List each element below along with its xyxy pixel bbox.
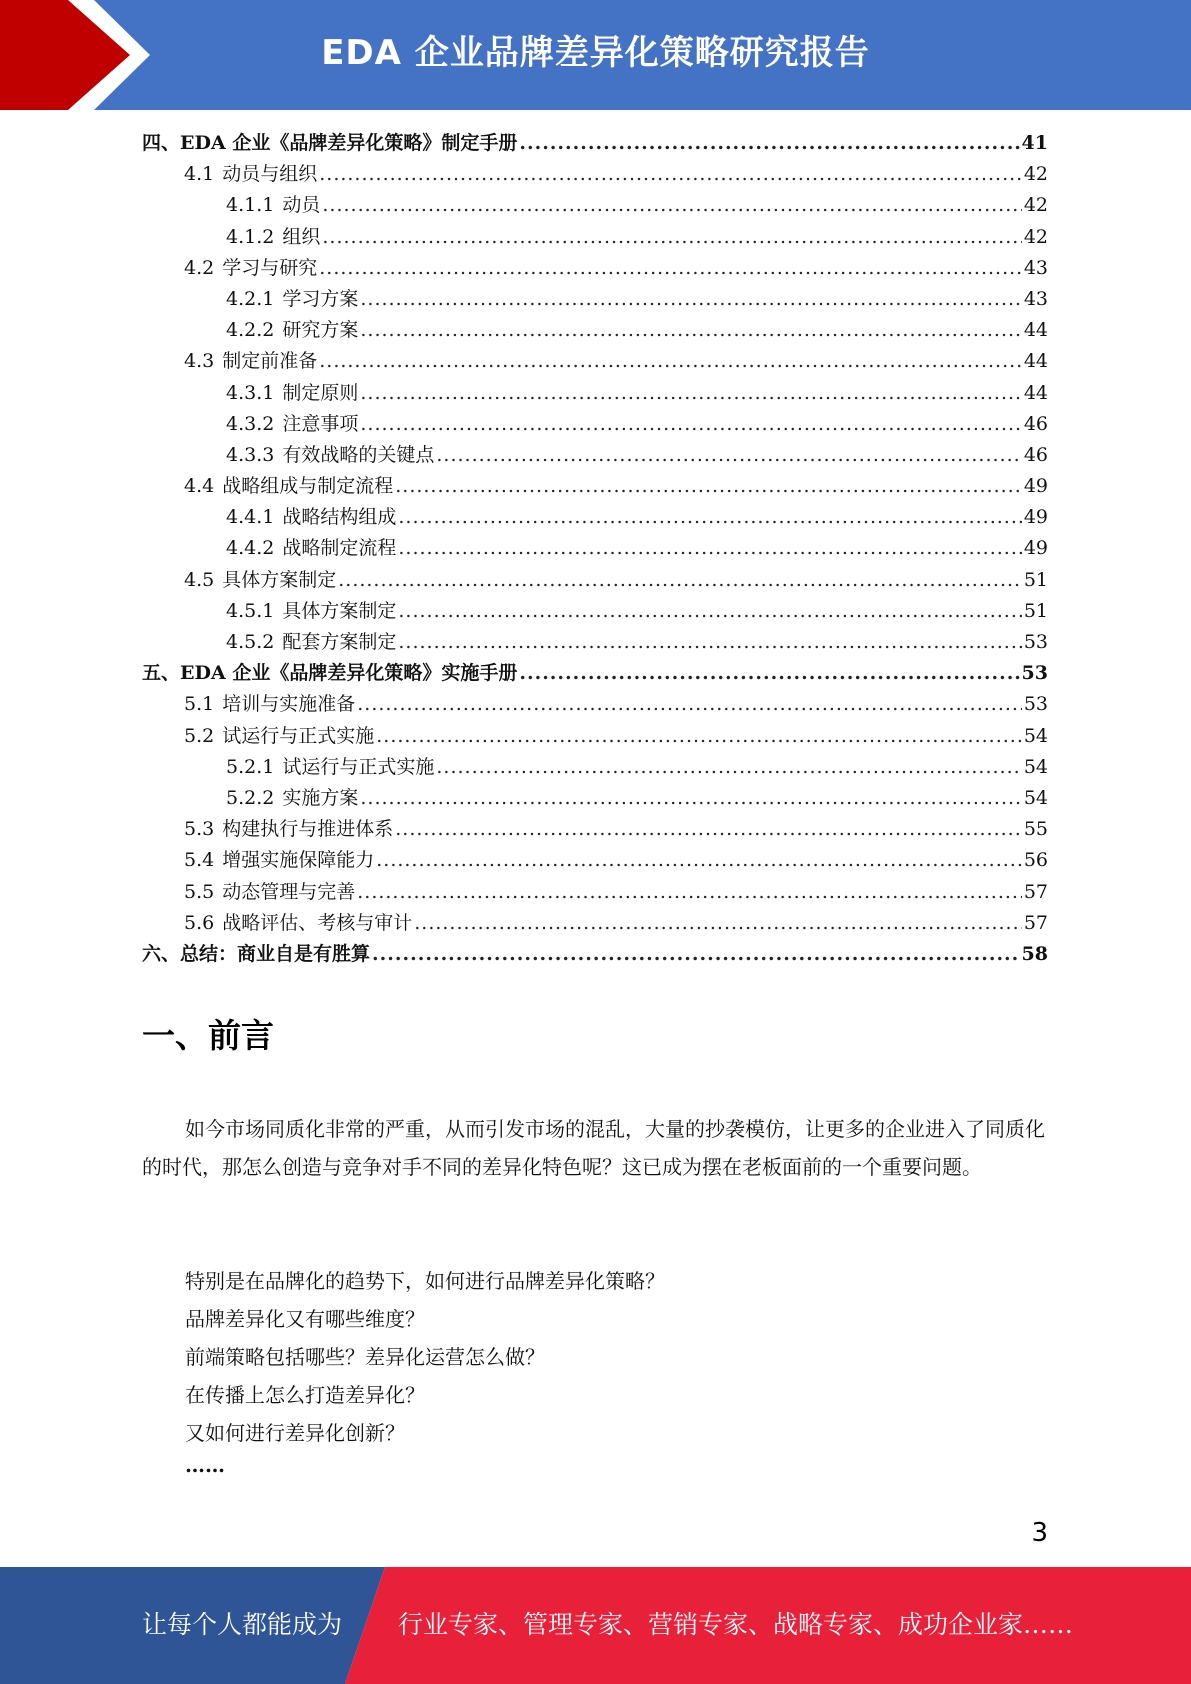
toc-entry-page: 44	[1023, 350, 1048, 373]
toc-entry-title: 增强实施保障能力	[222, 849, 375, 872]
toc-entry-number: 4.2.2	[226, 319, 275, 342]
toc-dot-leader	[338, 569, 1022, 591]
toc-entry-number: 4.2	[184, 256, 215, 279]
toc-entry[interactable]	[142, 222, 1048, 253]
toc-entry-title: 动员	[282, 194, 321, 217]
toc-dot-leader	[436, 756, 1021, 778]
footer-slogan-left: 让每个人都能成为	[142, 1610, 343, 1639]
toc-entry-title: 构建执行与推进体系	[222, 818, 394, 841]
toc-dot-leader	[398, 600, 1021, 622]
toc-entry-page: 58	[1021, 942, 1048, 965]
toc-entry-number: 五、	[142, 662, 181, 685]
toc-entry-title: 有效战略的关键点	[282, 443, 435, 466]
toc-dot-leader	[376, 849, 1022, 871]
toc-entry[interactable]	[142, 284, 1048, 315]
toc-dot-leader	[357, 693, 1022, 715]
toc-entry-title: 动态管理与完善	[222, 880, 356, 903]
toc-entry[interactable]	[142, 533, 1048, 564]
toc-entry-number: 4.3.3	[226, 443, 275, 466]
toc-entry[interactable]	[142, 939, 1048, 970]
toc-entry-title: 实施方案	[282, 786, 359, 809]
toc-entry-number: 4.1	[184, 163, 215, 186]
toc-entry-title: 制定原则	[282, 381, 359, 404]
toc-entry-number: 4.4	[184, 475, 215, 498]
toc-dot-leader	[398, 631, 1021, 653]
toc-entry-title: 战略制定流程	[282, 537, 397, 560]
toc-entry[interactable]	[142, 128, 1048, 159]
toc-entry-page: 54	[1023, 786, 1048, 809]
toc-entry[interactable]	[142, 596, 1048, 627]
question-item: 又如何进行差异化创新？	[185, 1421, 405, 1445]
toc-entry[interactable]	[142, 752, 1048, 783]
toc-dot-leader	[360, 382, 1021, 404]
toc-entry[interactable]	[142, 502, 1048, 533]
toc-dot-leader	[395, 475, 1022, 497]
toc-entry-page: 43	[1023, 287, 1048, 310]
toc-entry-title: 具体方案制定	[222, 568, 337, 591]
toc-entry-number: 4.3.2	[226, 412, 275, 435]
question-item: 在传播上怎么打造差异化？	[185, 1383, 425, 1407]
toc-entry-title: 战略结构组成	[282, 506, 397, 529]
toc-dot-leader	[398, 537, 1021, 559]
toc-entry-number: 5.3	[184, 818, 215, 841]
toc-dot-leader	[519, 132, 1019, 154]
toc-entry-title: 研究方案	[282, 319, 359, 342]
toc-entry-number: 4.3	[184, 350, 215, 373]
table-of-contents	[142, 128, 1048, 970]
question-ellipsis: ……	[185, 1453, 225, 1477]
toc-entry[interactable]	[142, 315, 1048, 346]
toc-entry-page: 51	[1023, 568, 1048, 591]
toc-entry-page: 53	[1021, 662, 1048, 685]
toc-entry-title: 总结：商业自是有胜算	[180, 942, 371, 965]
toc-dot-leader	[360, 288, 1021, 310]
toc-entry-title: 战略评估、考核与审计	[222, 911, 413, 934]
toc-entry-title: 配套方案制定	[282, 631, 397, 653]
toc-entry-page: 44	[1023, 319, 1048, 342]
toc-dot-leader	[414, 912, 1022, 934]
toc-entry-number: 4.5.1	[226, 599, 275, 622]
toc-entry-page: 51	[1023, 599, 1048, 622]
toc-entry-title: 学习与研究	[222, 256, 318, 279]
toc-entry-page: 46	[1023, 443, 1048, 466]
toc-entry-page: 57	[1023, 911, 1048, 934]
toc-dot-leader	[372, 943, 1020, 965]
section-heading: 一、前言	[142, 1016, 274, 1055]
toc-entry-number: 5.2	[184, 724, 215, 747]
toc-entry-page: 53	[1023, 693, 1048, 716]
toc-entry-page: 53	[1023, 631, 1048, 653]
toc-entry[interactable]	[142, 440, 1048, 471]
toc-entry[interactable]	[142, 409, 1048, 440]
toc-entry-title: 制定前准备	[222, 350, 318, 373]
toc-entry-page: 43	[1023, 256, 1048, 279]
toc-entry-title: 动员与组织	[222, 163, 318, 186]
toc-dot-leader	[319, 350, 1022, 372]
toc-entry-page: 42	[1023, 225, 1048, 248]
toc-entry-page: 41	[1021, 132, 1048, 154]
question-item: 前端策略包括哪些？差异化运营怎么做？	[185, 1345, 545, 1369]
toc-dot-leader	[360, 787, 1021, 809]
toc-entry-title: 战略组成与制定流程	[222, 475, 394, 498]
toc-entry-number: 4.1.1	[226, 194, 275, 217]
toc-entry-title: 注意事项	[282, 412, 359, 435]
toc-dot-leader	[319, 257, 1022, 279]
toc-entry-number: 4.5.2	[226, 631, 275, 653]
toc-dot-leader	[376, 725, 1022, 747]
toc-entry-number: 4.4.1	[226, 506, 275, 529]
toc-entry[interactable]	[142, 908, 1048, 939]
toc-dot-leader	[319, 163, 1022, 185]
toc-entry[interactable]	[142, 721, 1048, 752]
toc-entry-title: 培训与实施准备	[222, 693, 356, 716]
toc-entry[interactable]	[142, 845, 1048, 876]
toc-entry-title: 学习方案	[282, 287, 359, 310]
question-item: 特别是在品牌化的趋势下，如何进行品牌差异化策略？	[185, 1269, 665, 1293]
toc-entry-page: 54	[1023, 755, 1048, 778]
toc-dot-leader	[322, 194, 1021, 216]
toc-entry-page: 55	[1023, 818, 1048, 841]
toc-dot-leader	[360, 413, 1021, 435]
toc-entry-number: 六、	[142, 942, 181, 965]
question-list	[185, 1262, 665, 1482]
toc-entry-number: 4.5	[184, 568, 215, 591]
toc-entry-number: 4.2.1	[226, 287, 275, 310]
toc-entry[interactable]	[142, 658, 1048, 689]
toc-dot-leader	[360, 319, 1021, 341]
toc-entry-title: 具体方案制定	[282, 599, 397, 622]
toc-entry[interactable]	[142, 471, 1048, 502]
toc-entry-number: 5.5	[184, 880, 215, 903]
toc-entry-number: 4.4.2	[226, 537, 275, 560]
toc-entry-page: 54	[1023, 724, 1048, 747]
toc-entry[interactable]	[142, 877, 1048, 908]
toc-entry[interactable]	[142, 627, 1048, 658]
page-number: 3	[1031, 1518, 1048, 1548]
toc-entry-number: 4.1.2	[226, 225, 275, 248]
toc-entry-title: 试运行与正式实施	[222, 724, 375, 747]
toc-entry[interactable]	[142, 346, 1048, 377]
toc-entry-number: 5.4	[184, 849, 215, 872]
toc-entry-title: EDA 企业《品牌差异化策略》实施手册	[180, 662, 518, 685]
toc-entry[interactable]	[142, 190, 1048, 221]
toc-entry[interactable]	[142, 814, 1048, 845]
toc-entry-page: 49	[1023, 506, 1048, 529]
toc-dot-leader	[519, 662, 1019, 684]
intro-paragraph: 如今市场同质化非常的严重，从而引发市场的混乱，大量的抄袭模仿，让更多的企业进入了同质化的时代，那怎么创造与竞争对手不同的差异化特色呢？这已成为摆在老板面前的一个重要问题。	[142, 1117, 1045, 1179]
toc-entry-number: 5.2.2	[226, 786, 275, 809]
toc-entry-page: 44	[1023, 381, 1048, 404]
toc-entry[interactable]	[142, 689, 1048, 720]
toc-entry-page: 56	[1023, 849, 1048, 872]
toc-dot-leader	[395, 818, 1022, 840]
toc-entry-page: 49	[1023, 537, 1048, 560]
toc-entry-number: 5.2.1	[226, 755, 275, 778]
toc-entry-page: 57	[1023, 880, 1048, 903]
toc-entry-page: 46	[1023, 412, 1048, 435]
toc-dot-leader	[398, 506, 1021, 528]
toc-entry-number: 4.3.1	[226, 381, 275, 404]
toc-entry[interactable]	[142, 378, 1048, 409]
toc-entry[interactable]	[142, 253, 1048, 284]
toc-entry[interactable]	[142, 783, 1048, 814]
toc-entry-page: 49	[1023, 475, 1048, 498]
toc-entry-number: 5.1	[184, 693, 215, 716]
report-title: EDA 企业品牌差异化策略研究报告	[321, 33, 870, 73]
page-header	[0, 0, 1191, 110]
toc-entry-title: 组织	[282, 225, 321, 248]
toc-dot-leader	[357, 881, 1022, 903]
toc-entry-page: 42	[1023, 163, 1048, 186]
page-footer	[0, 1567, 1191, 1684]
toc-entry-number: 四、	[142, 132, 181, 154]
toc-dot-leader	[322, 226, 1021, 248]
toc-entry[interactable]	[142, 565, 1048, 596]
toc-entry[interactable]	[142, 159, 1048, 190]
toc-entry-page: 42	[1023, 194, 1048, 217]
footer-slogan-right: 行业专家、管理专家、营销专家、战略专家、成功企业家……	[398, 1610, 1074, 1639]
question-item: 品牌差异化又有哪些维度？	[185, 1307, 425, 1331]
toc-dot-leader	[436, 444, 1021, 466]
toc-entry-title: 试运行与正式实施	[282, 755, 435, 778]
toc-entry-number: 5.6	[184, 911, 215, 934]
toc-entry-title: EDA 企业《品牌差异化策略》制定手册	[180, 132, 518, 154]
